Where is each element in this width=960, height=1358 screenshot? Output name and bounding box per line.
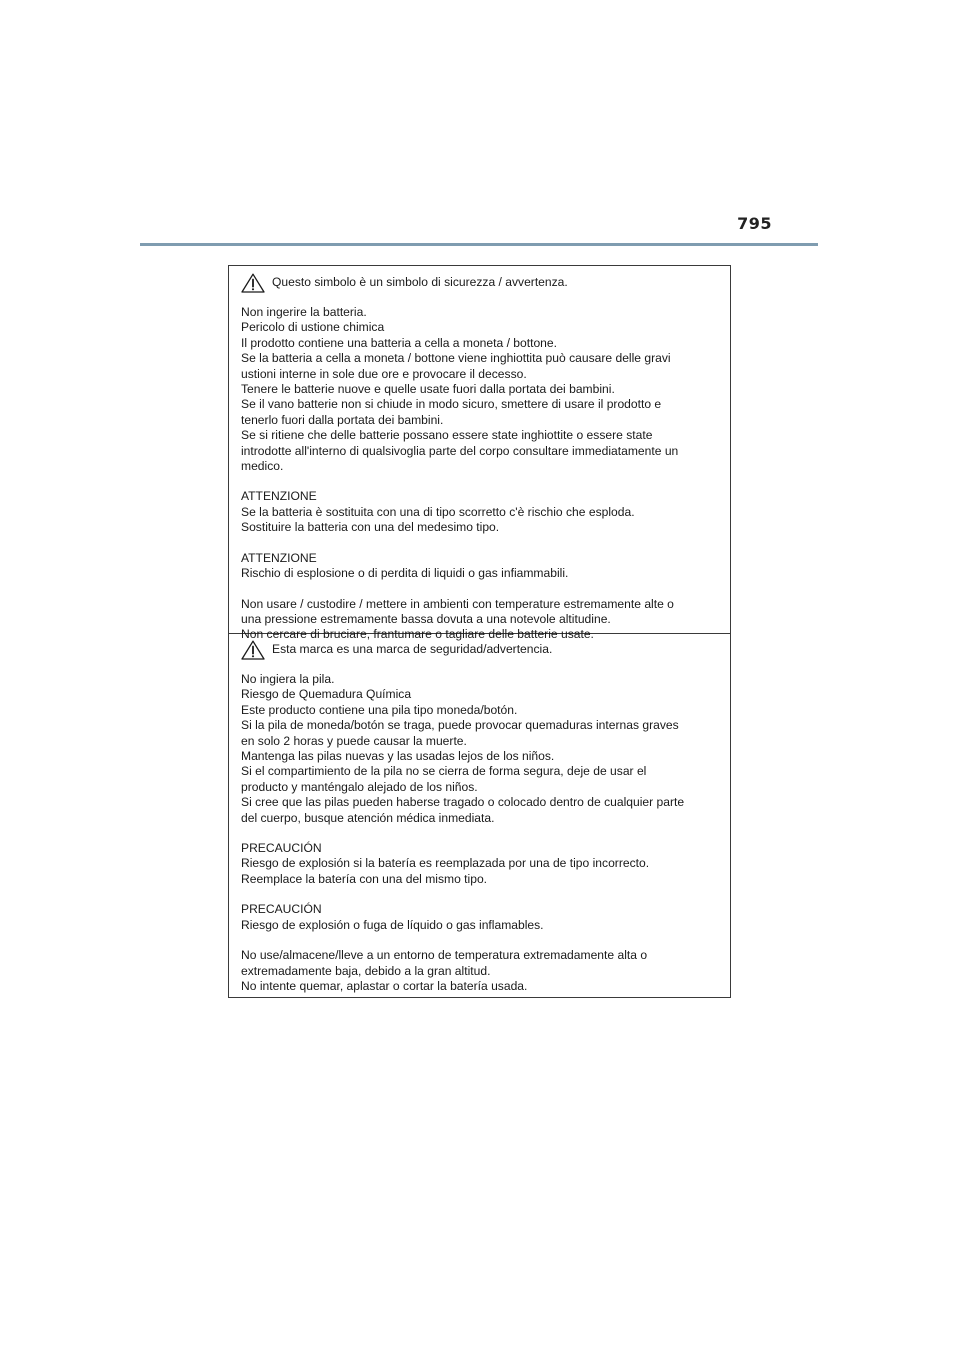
spanish-symbol-text: Esta marca es una marca de seguridad/advertencia.	[272, 642, 553, 657]
italian-line: Sostituire la batteria con una del medesimo tipo.	[241, 520, 500, 535]
spanish-line: No ingiera la pila.	[241, 672, 335, 686]
spanish-heading: PRECAUCIÓN	[241, 902, 322, 917]
italian-line: ustioni interne in sole due ore e provocare il decesso.	[241, 366, 527, 381]
italian-symbol-line	[241, 272, 722, 294]
spanish-line: Riesgo de explosión o fuga de líquido o gas inflamables.	[241, 917, 544, 932]
spanish-line: No use/almacene/lleve a un entorno de temperatura extremadamente alta o	[241, 948, 648, 963]
italian-line: Tenere le batterie nuove e quelle usate fuori dalla portata dei bambini.	[241, 382, 615, 397]
spanish-symbol-line	[241, 639, 722, 661]
italian-line: Il prodotto contiene una batteria a cella a moneta / bottone.	[241, 335, 557, 350]
italian-line: Se la batteria a cella a moneta / bottone viene inghiottita può causare delle gravi	[241, 351, 671, 366]
spanish-heading: PRECAUCIÓN	[241, 841, 322, 856]
italian-line: Se si ritiene che delle batterie possano essere state inghiottite o essere state	[241, 428, 653, 443]
spanish-paragraph	[241, 841, 722, 887]
spanish-line: producto y manténgalo alejado de los niños.	[241, 779, 478, 794]
spanish-line: No intente quemar, aplastar o cortar la batería usada.	[241, 978, 528, 993]
italian-paragraph	[241, 489, 722, 535]
spanish-line: Si el compartimiento de la pila no se cierra de forma segura, deje de usar el	[241, 764, 647, 779]
page-number: 795	[737, 214, 772, 233]
italian-line: Non cercare di bruciare, frantumare o tagliare delle batterie usate.	[241, 627, 594, 642]
spanish-warning-section	[229, 634, 730, 1009]
italian-line: Se la batteria è sostituita con una di tipo scorretto c'è rischio che esploda.	[241, 504, 635, 519]
italian-line: Non ingerire la batteria.	[241, 305, 367, 319]
spanish-line: Reemplace la batería con una del mismo tipo.	[241, 871, 488, 886]
warning-triangle-icon	[241, 640, 265, 660]
spanish-line: Este producto contiene una pila tipo moneda/botón.	[241, 702, 518, 717]
warning-triangle-icon	[241, 273, 265, 293]
italian-line: Pericolo di ustione chimica	[241, 320, 385, 335]
italian-warning-section	[229, 266, 730, 642]
spanish-line: en solo 2 horas y puede causar la muerte.	[241, 733, 467, 748]
italian-line: tenerlo fuori dalla portata dei bambini.	[241, 412, 444, 427]
italian-line: Rischio di esplosione o di perdita di liquidi o gas infiammabili.	[241, 566, 569, 581]
spanish-line: Si cree que las pilas pueden haberse tragado o colocado dentro de cualquier parte	[241, 795, 685, 810]
italian-line: introdotte all'interno di qualsivoglia parte del corpo consultare immediatamente un	[241, 443, 679, 458]
italian-line: Se il vano batterie non si chiude in modo sicuro, smettere di usare il prodotto e	[241, 397, 662, 412]
spanish-line: Mantenga las pilas nuevas y las usadas lejos de los niños.	[241, 749, 555, 764]
italian-paragraph	[241, 305, 722, 474]
italian-heading: ATTENZIONE	[241, 489, 317, 504]
italian-paragraph	[241, 551, 722, 582]
spanish-line: extremadamente baja, debido a la gran altitud.	[241, 963, 491, 978]
italian-line: una pressione estremamente bassa dovuta a una notevole altitudine.	[241, 611, 611, 626]
spanish-paragraph	[241, 948, 722, 994]
italian-heading: ATTENZIONE	[241, 550, 317, 565]
header-rule	[140, 243, 818, 246]
spanish-paragraph	[241, 672, 722, 826]
italian-line: medico.	[241, 459, 284, 474]
spanish-line: del cuerpo, busque atención médica inmediata.	[241, 810, 495, 825]
spanish-paragraph	[241, 902, 722, 933]
spanish-line: Si la pila de moneda/botón se traga, puede provocar quemaduras internas graves	[241, 718, 679, 733]
italian-line: Non usare / custodire / mettere in ambienti con temperature estremamente alte o	[241, 596, 674, 611]
italian-symbol-text: Questo simbolo è un simbolo di sicurezza / avvertenza.	[272, 275, 568, 290]
battery-warning-box	[228, 265, 731, 998]
spanish-line: Riesgo de explosión si la batería es reemplazada por una de tipo incorrecto.	[241, 856, 650, 871]
spanish-line: Riesgo de Quemadura Química	[241, 687, 412, 702]
